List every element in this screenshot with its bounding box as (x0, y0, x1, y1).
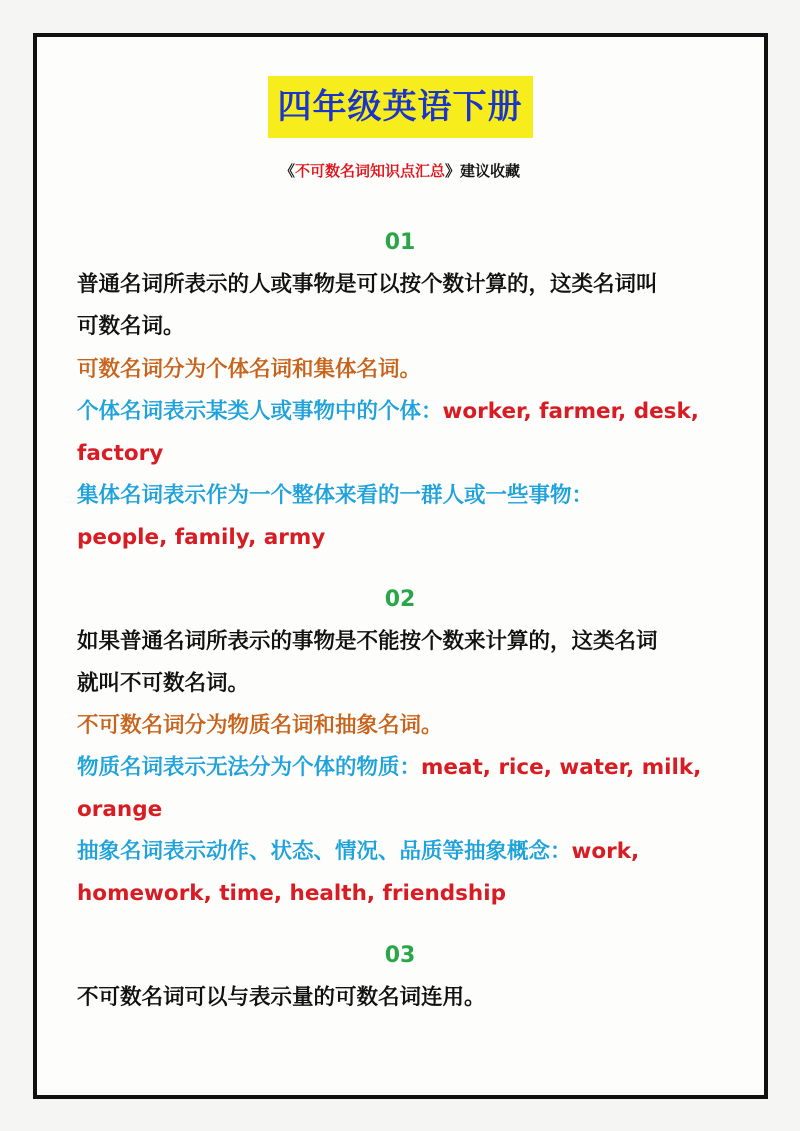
section-01-item1-label: 个体名词表示某类人或事物中的个体： (77, 399, 443, 424)
section-01-item1 (77, 396, 737, 428)
subtitle-open: 《 (279, 162, 295, 180)
section-number-01: 01 (384, 230, 416, 255)
subtitle-close: 》建议收藏 (445, 162, 521, 180)
section-02-item2 (77, 836, 737, 868)
section-02-definition-line2: 就叫不可数名词。 (77, 671, 250, 696)
section-02-item1-words: meat, rice, water, milk, (421, 755, 702, 780)
section-01-definition-line1: 普通名词所表示的人或事物是可以按个数计算的，这类名词叫 (77, 272, 658, 297)
section-number-03: 03 (384, 943, 416, 968)
section-02-item1-words-cont: orange (77, 797, 163, 822)
page-subtitle (0, 146, 800, 196)
subtitle-highlight: 不可数名词知识点汇总 (294, 162, 445, 180)
section-01-definition-line2: 可数名词。 (77, 314, 185, 339)
section-01-item2-label: 集体名词表示作为一个整体来看的一群人或一些事物： (77, 483, 594, 508)
section-01-item2-words: people, family, army (77, 525, 326, 550)
section-02-item1-label: 物质名词表示无法分为个体的物质： (77, 755, 422, 780)
section-02-item1 (77, 752, 737, 784)
section-02-item2-words: work, (571, 839, 640, 864)
section-02-category: 不可数名词分为物质名词和抽象名词。 (77, 713, 443, 738)
section-02-item2-label: 抽象名词表示动作、状态、情况、品质等抽象概念： (77, 839, 572, 864)
section-01-item1-words: worker, farmer, desk, (442, 399, 699, 424)
section-03-definition: 不可数名词可以与表示量的可数名词连用。 (77, 985, 486, 1010)
section-02-item2-words-cont: homework, time, health, friendship (77, 881, 507, 906)
section-01-category: 可数名词分为个体名词和集体名词。 (77, 357, 422, 382)
section-02-definition-line1: 如果普通名词所表示的事物是不能按个数来计算的，这类名词 (77, 629, 658, 654)
page-title: 四年级英语下册 (268, 76, 533, 138)
title-block (0, 76, 800, 138)
section-number-02: 02 (384, 587, 416, 612)
section-01-item1-words-cont: factory (77, 441, 164, 466)
